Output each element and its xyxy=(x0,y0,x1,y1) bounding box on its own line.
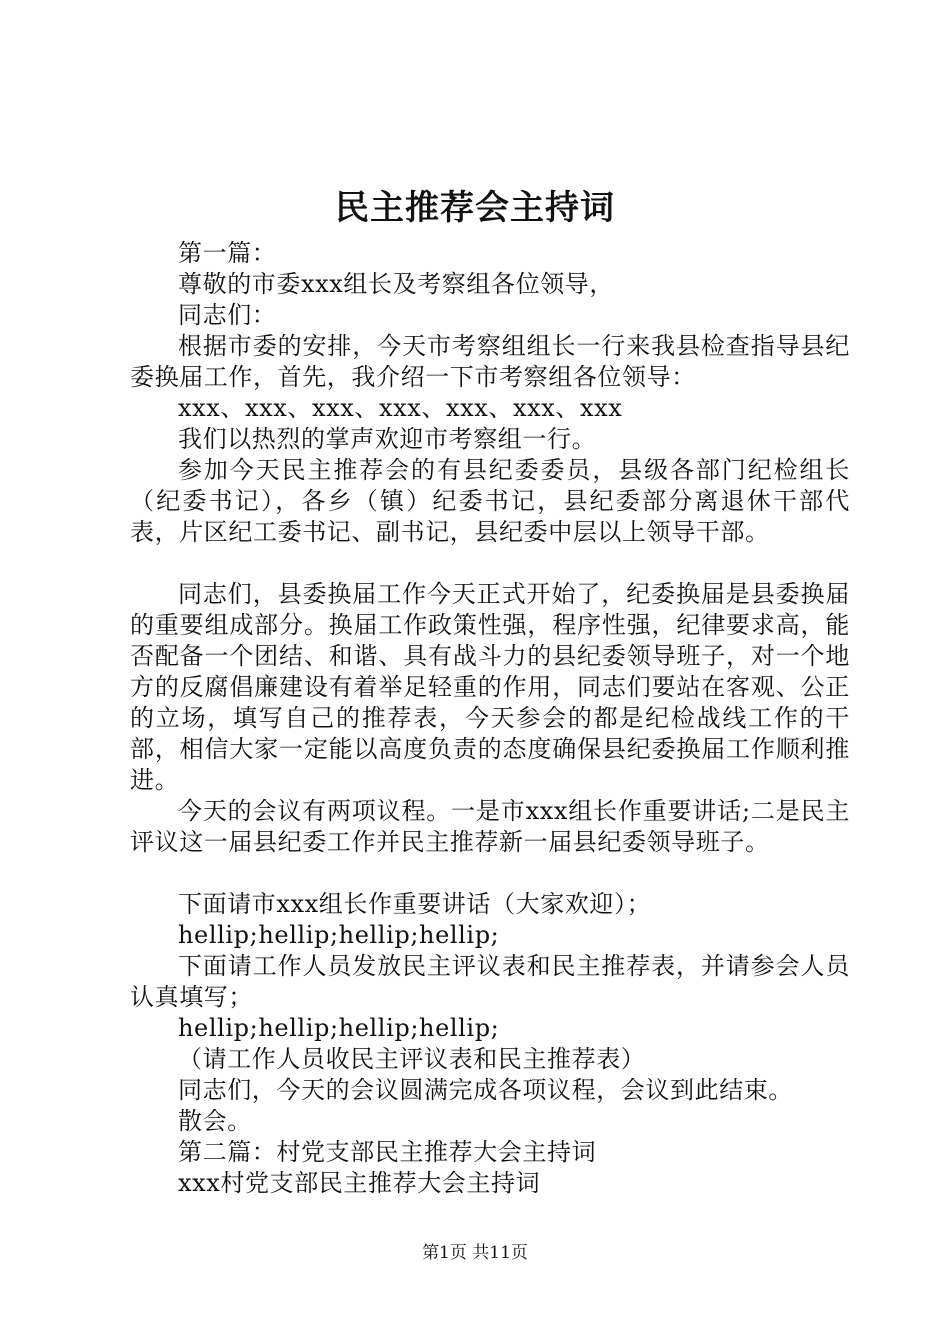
paragraph-spacer xyxy=(130,858,850,889)
paragraph-welcome: 我们以热烈的掌声欢迎市考察组一行。 xyxy=(178,425,597,453)
paragraph-heading-part-one: 第一篇： xyxy=(178,239,277,267)
paragraph-ellipsis: hellip;hellip;hellip;hellip; xyxy=(178,1014,500,1042)
paragraph-part-two-title: xxx村党支部民主推荐大会主持词 xyxy=(178,1169,541,1197)
paragraph-leader-names: xxx、xxx、xxx、xxx、xxx、xxx、xxx xyxy=(178,394,623,422)
paragraph-collect-forms: （请工作人员收民主评议表和民主推荐表） xyxy=(178,1045,646,1073)
paragraph-distribute-forms: 下面请工作人员发放民主评议表和民主推荐表，并请参会人员认真填写； xyxy=(130,952,850,1011)
paragraph-heading-part-two: 第二篇：村党支部民主推荐大会主持词 xyxy=(178,1138,597,1166)
paragraph-spacer xyxy=(130,548,850,579)
document-body xyxy=(130,238,850,1199)
paragraph-attendees: 参加今天民主推荐会的有县纪委委员，县级各部门纪检组长（纪委书记），各乡（镇）纪委书记，县纪委部分离退休干部代表，片区纪工委书记、副书记，县纪委中层以上领导干部。 xyxy=(130,456,850,546)
paragraph-importance: 同志们，县委换届工作今天正式开始了，纪委换届是县委换届的重要组成部分。换届工作政策性强，程序性强，纪律要求高，能否配备一个团结、和谐、具有战斗力的县纪委领导班子，对一个地方的反腐倡廉建设有着举足轻重的作用，同志们要站在客观、公正的立场，填写自己的推荐表，今天参会的都是纪检战线工作的干部，相信大家一定能以高度负责的态度确保县纪委换届工作顺利推进。 xyxy=(130,580,850,794)
paragraph-salutation-comrades: 同志们： xyxy=(178,301,277,329)
paragraph-adjourn: 散会。 xyxy=(178,1107,252,1135)
document-title: 民主推荐会主持词 xyxy=(335,188,615,228)
paragraph-closing: 同志们，今天的会议圆满完成各项议程，会议到此结束。 xyxy=(178,1076,793,1104)
paragraph-speech-invite: 下面请市xxx组长作重要讲话（大家欢迎）； xyxy=(178,890,652,918)
page-footer: 第1页 共11页 xyxy=(422,1243,528,1263)
paragraph-salutation-leaders: 尊敬的市委xxx组长及考察组各位领导， xyxy=(178,270,615,298)
paragraph-agenda: 今天的会议有两项议程。一是市xxx组长作重要讲话;二是民主评议这一届县纪委工作并民主推荐新一届县纪委领导班子。 xyxy=(130,797,850,856)
paragraph-ellipsis: hellip;hellip;hellip;hellip; xyxy=(178,921,500,949)
paragraph-introduction: 根据市委的安排，今天市考察组组长一行来我县检查指导县纪委换届工作，首先，我介绍一下市考察组各位领导： xyxy=(130,332,850,391)
